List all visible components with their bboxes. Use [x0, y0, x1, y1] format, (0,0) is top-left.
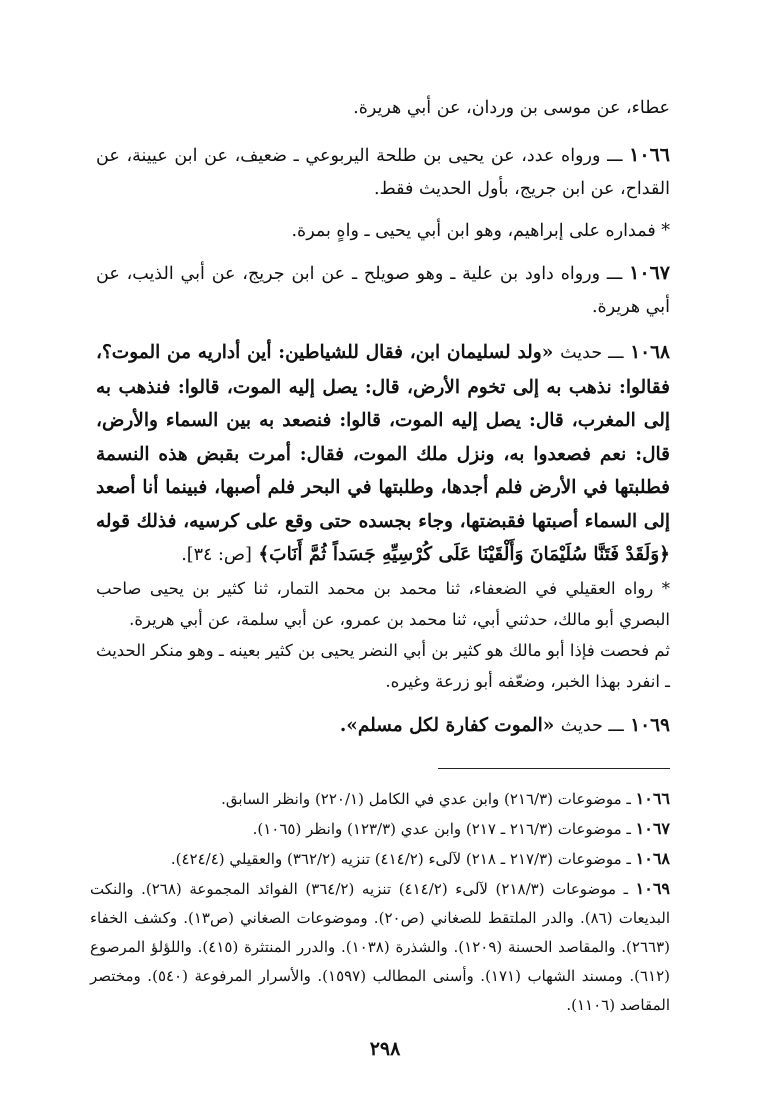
- footnote-divider: [438, 768, 670, 769]
- hadith-text: «ولد لسليمان ابن، فقال للشياطين: أين أداريه من الموت؟، فقالوا: نذهب به إلى تخوم الأرض، قال: يصل إليه الموت، قالوا: فنذهب به إلى المغرب، قال: يصل إليه الموت، قالوا: فنصعد به بين السماء والأرض، قال: نعم فصعدوا به، ونزل ملك الموت، فقال: أمرت بقبض هذه النسمة فطلبتها في الأرض فلم أجدها، وطلبتها في البحر فلم أصبها، فبينما أنا أصعد إلى السماء أصبتها فقبضتها، وجاء بجسده حتى وقع على كرسيه، فذلك قوله ﴿وَلَقَدْ فَتَنَّا سُلَيْمَانَ وَأَلْقَيْنَا عَلَى كُرْسِيِّهِ جَسَداً ثُمَّ أَنَابَ﴾: [96, 342, 670, 565]
- text-paragraph: [96, 92, 670, 125]
- footnotes: [90, 784, 670, 1020]
- hadith-text: ـــ ورواه عدد، عن يحيى بن طلحة اليربوعي ـ ضعيف، عن ابن عيينة، عن القداح، عن ابن جريج، بأول الحديث فقط.: [96, 146, 670, 199]
- paragraph-text: * رواه العقيلي في الضعفاء، ثنا محمد بن محمد التمار، ثنا كثير بن يحيى صاحب البصري أبو مالك، حدثني أبي، ثنا محمد بن عمرو، عن أبي سلمة، عن أبي هريرة.: [96, 578, 670, 629]
- hadith-intro: ـــ حديث: [560, 343, 624, 363]
- hadith-1069: [96, 709, 670, 744]
- footnote-item: [90, 844, 670, 874]
- footnote-number: ١٠٦٩: [635, 879, 670, 898]
- hadith-number: ١٠٦٨: [630, 342, 670, 363]
- page-number: ٢٩٨: [369, 1038, 401, 1060]
- paragraph-text: ثم فحصت فإذا أبو مالك هو كثير بن أبي النضر يحيى بن كثير بعينه ـ وهو منكر الحديث ـ انفرد بهذا الخبر، وضعّفه أبو زرعة وغيره.: [96, 640, 670, 691]
- footnote-text: ـ موضوعات (٢١٧/٣ ـ ٢١٨) لآلىء (٤١٤/٢) تنزيه (٣٦٢/٢) والعقيلي (٤٢٤/٤).: [170, 850, 631, 868]
- footnote-number: ١٠٦٦: [635, 789, 670, 808]
- hadith-1068: [96, 336, 670, 573]
- hadith-text: «الموت كفارة لكل مسلم».: [339, 714, 555, 736]
- footnote-text: ـ موضوعات (٢١٦/٣ ـ ٢١٧) وابن عدي (١٢٣/٣) وانظر (١٠٦٥).: [252, 820, 631, 838]
- hadith-1066: [96, 139, 670, 206]
- hadith-1067: [96, 257, 670, 324]
- footnote-item: [90, 814, 670, 844]
- paragraph-text: * فمداره على إبراهيم، وهو ابن أبي يحيى ـ واهٍ بمرة.: [291, 221, 670, 241]
- hadith-number: ١٠٦٧: [629, 262, 670, 284]
- commentary-paragraph: [96, 573, 670, 635]
- quran-reference: [ص: ٣٤].: [181, 545, 252, 565]
- footnote-text: ـ موضوعات (٢١٦/٣) وابن عدي في الكامل (٢٢٠/١) وانظر السابق.: [221, 790, 631, 808]
- main-text: [96, 92, 670, 743]
- paragraph-text: عطاء، عن موسى بن وردان، عن أبي هريرة.: [353, 98, 670, 118]
- footnote-text: ـ موضوعات (٢١٨/٣) لآلىء (٤١٤/٢) تنزيه (٣٦٤/٢) الفوائد المجموعة (٢٦٨). والنكت البديعات (٨٦). والدر الملتقط للصغاني (ص٢٠). وموضوعات الصغاني (ص١٣). وكشف الخفاء (٢٦٦٣). والمقاصد الحسنة (١٢٠٩). والشذرة (١٠٣٨). والدرر المنتثرة (٤١٥). واللؤلؤ المرصوع (٦١٢). ومسند الشهاب (١٧١). وأسنى المطالب (١٥٩٧). والأسرار المرفوعة (٥٤٠). ومختصر المقاصد (١١٠٦).: [90, 880, 671, 1014]
- footnote-item: [90, 874, 670, 1020]
- hadith-intro: ـــ حديث: [560, 715, 624, 736]
- hadith-text: ـــ ورواه داود بن علية ـ وهو صويلح ـ عن ابن جريج، عن أبي الذيب، عن أبي هريرة.: [96, 264, 670, 317]
- hadith-number: ١٠٦٩: [630, 714, 670, 736]
- footnote-item: [90, 784, 670, 814]
- commentary-paragraph: [96, 635, 670, 697]
- commentary-paragraph: [96, 215, 670, 248]
- footnote-number: ١٠٦٧: [635, 819, 670, 838]
- footnote-number: ١٠٦٨: [635, 849, 670, 868]
- hadith-number: ١٠٦٦: [629, 144, 670, 166]
